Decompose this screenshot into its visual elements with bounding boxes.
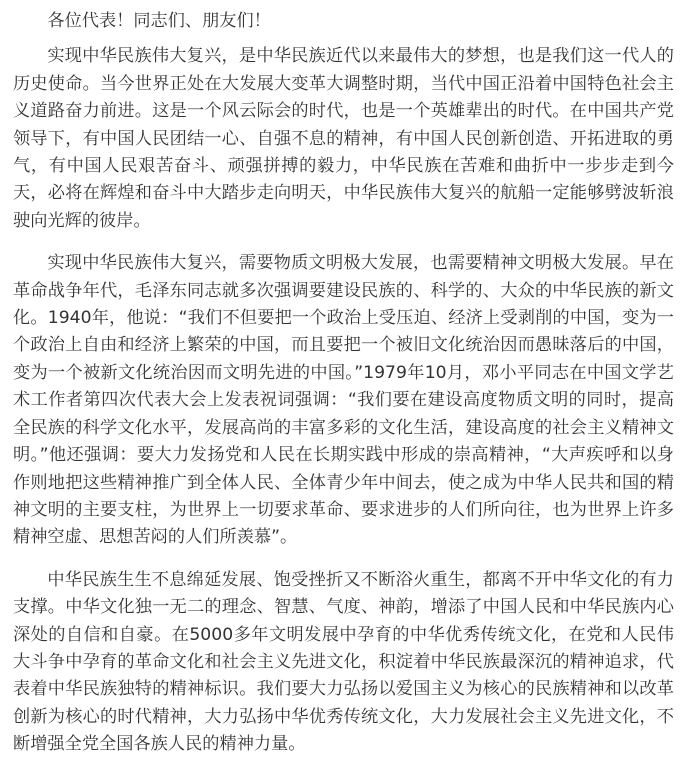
- paragraph-1: 实现中华民族伟大复兴，是中华民族近代以来最伟大的梦想，也是我们这一代人的历史使命。当今世界正处在大发展大变革大调整时期，当代中国正沿着中国特色社会主义道路奋力前进。这是一个风云际会的时代，也是一个英雄辈出的时代。在中国共产党领导下，有中国人民团结一心、自强不息的精神，有中国人民创新创造、开拓进取的勇气，有中国人民艰苦奋斗、顽强拼搏的毅力，中华民族在苦难和曲折中一步步走到今天，必将在辉煌和奋斗中大踏步走向明天，中华民族伟大复兴的航船一定能够劈波斩浪驶向光辉的彼岸。: [13, 46, 674, 231]
- paragraph-2: 实现中华民族伟大复兴，需要物质文明极大发展，也需要精神文明极大发展。早在革命战争年代，毛泽东同志就多次强调要建设民族的、科学的、大众的中华民族的新文化。1940年，他说：“我们不但要把一个政治上受压迫、经济上受剥削的中国，变为一个政治上自由和经济上繁荣的中国，而且要把一个被旧文化统治因而愚昧落后的中国，变为一个被新文化统治因而文明先进的中国。”1979年10月，邓小平同志在中国文学艺术工作者第四次代表大会上发表祝词强调：“我们要在建设高度物质文明的同时，提高全民族的科学文化水平，发展高尚的丰富多彩的文化生活，建设高度的社会主义精神文明。”他还强调：要大力发扬党和人民在长期实践中形成的崇高精神，“大声疾呼和以身作则地把这些精神推广到全体人民、全体青少年中间去，使之成为中华人民共和国的精神文明的主要支柱，为世界上一切要求革命、要求进步的人们所向往，也为世界上许多精神空虚、思想苦闷的人们所羡慕”。: [13, 253, 674, 548]
- paragraph-3: 中华民族生生不息绵延发展、饱受挫折又不断浴火重生，都离不开中华文化的有力支撑。中华文化独一无二的理念、智慧、气度、神韵，增添了中国人民和中华民族内心深处的自信和自豪。在5000多年文明发展中孕育的中华优秀传统文化，在党和人民伟大斗争中孕育的革命文化和社会主义先进文化，积淀着中华民族最深沉的精神追求，代表着中华民族独特的精神标识。我们要大力弘扬以爱国主义为核心的民族精神和以改革创新为核心的时代精神，大力弘扬中华优秀传统文化，大力发展社会主义先进文化，不断增强全党全国各族人民的精神力量。: [13, 569, 674, 755]
- greeting-line: 各位代表！同志们、朋友们！: [47, 11, 271, 31]
